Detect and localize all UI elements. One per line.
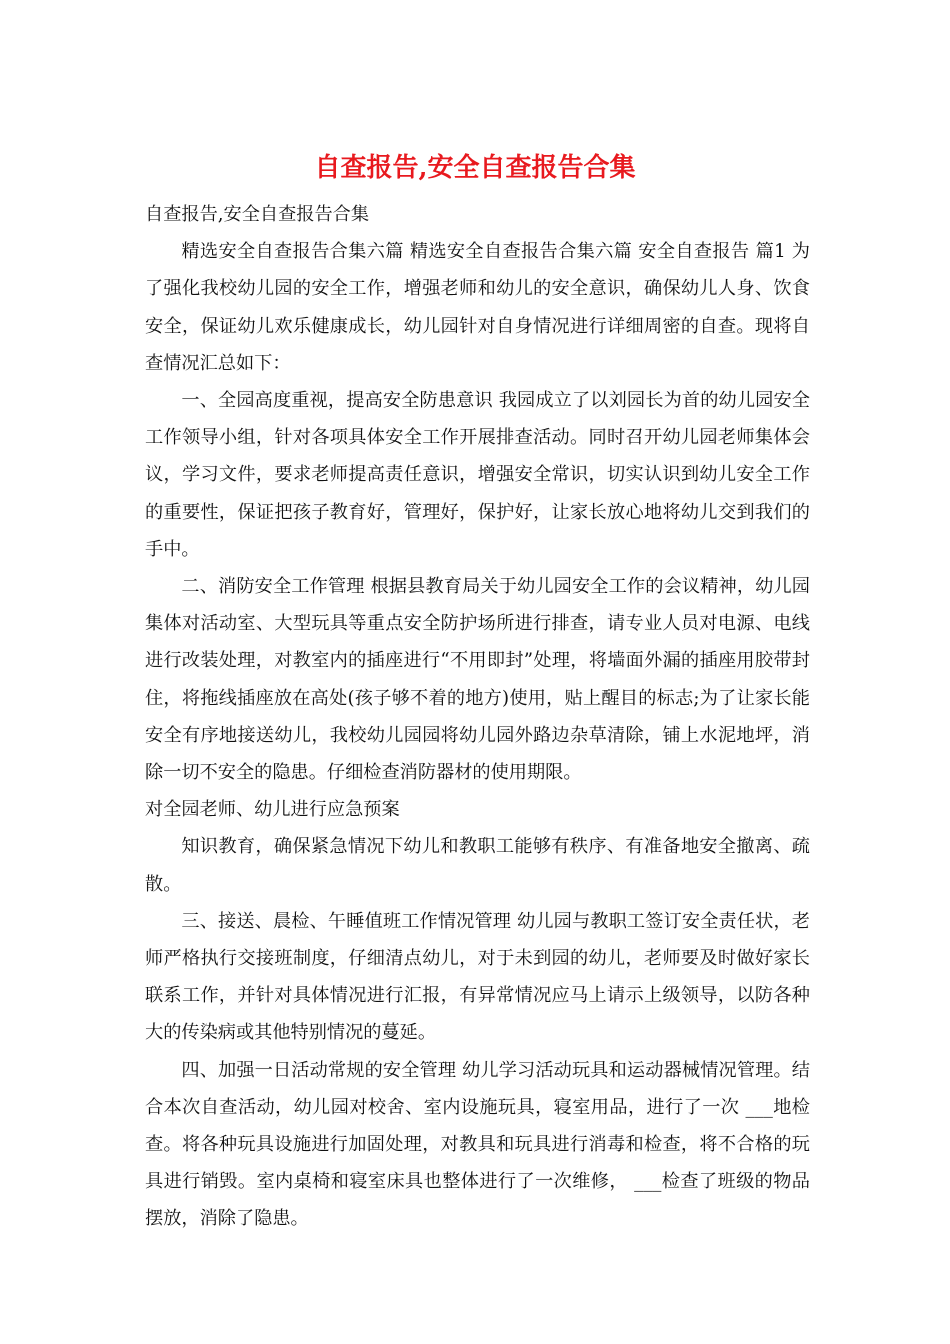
paragraph-section-4: 四、加强一日活动常规的安全管理 幼儿学习活动玩具和运动器械情况管理。结合本次自查活动，幼儿园对校舍、室内设施玩具，寝室用品，进行了一次 ___地检查。将各种玩具设施进行加固处理，对教具和玩具进行消毒和检查，将不合格的玩具进行销毁。室内桌椅和寝室床具也整体进行了一次维修， ___检查了班级的物品摆放，消除了隐患。: [145, 1059, 810, 1230]
paragraph-heading-repeat: 自查报告,安全自查报告合集: [145, 204, 370, 225]
paragraph-intro: 精选安全自查报告合集六篇 精选安全自查报告合集六篇 安全自查报告 篇1 为了强化我校幼儿园的安全工作，增强老师和幼儿的安全意识，确保幼儿人身、饮食安全，保证幼儿欢乐健康成长，幼儿园针对自身情况进行详细周密的自查。现将自查情况汇总如下：: [145, 241, 810, 374]
document-body: [145, 196, 810, 1238]
paragraph-section-3: 三、接送、晨检、午睡值班工作情况管理 幼儿园与教职工签订安全责任状，老师严格执行交接班制度，仔细清点幼儿，对于未到园的幼儿，老师要及时做好家长联系工作，并针对具体情况进行汇报，有异常情况应马上请示上级领导，以防各种大的传染病或其他特别情况的蔓延。: [145, 910, 810, 1044]
paragraph-section-1: 一、全园高度重视，提高安全防患意识 我园成立了以刘园长为首的幼儿园安全工作领导小组，针对各项具体安全工作开展排查活动。同时召开幼儿园老师集体会议，学习文件，要求老师提高责任意识，增强安全常识，切实认识到幼儿安全工作的重要性，保证把孩子教育好，管理好，保护好，让家长放心地将幼儿交到我们的手中。: [145, 390, 810, 560]
paragraph-section-2: 二、消防安全工作管理 根据县教育局关于幼儿园安全工作的会议精神，幼儿园集体对活动室、大型玩具等重点安全防护场所进行排查，请专业人员对电源、电线进行改装处理，对教室内的插座进行“不用即封”处理，将墙面外漏的插座用胶带封住，将拖线插座放在高处(孩子够不着的地方)使用，贴上醒目的标志;为了让家长能安全有序地接送幼儿，我校幼儿园园将幼儿园外路边杂草清除，铺上水泥地坪，消除一切不安全的隐患。仔细检查消防器材的使用期限。: [145, 576, 810, 784]
paragraph-emergency-plan: 对全园老师、幼儿进行应急预案: [145, 799, 400, 821]
paragraph-emergency-knowledge: 知识教育，确保紧急情况下幼儿和教职工能够有秩序、有准备地安全撤离、疏散。: [145, 836, 810, 895]
document-title: 自查报告,安全自查报告合集: [314, 153, 636, 183]
